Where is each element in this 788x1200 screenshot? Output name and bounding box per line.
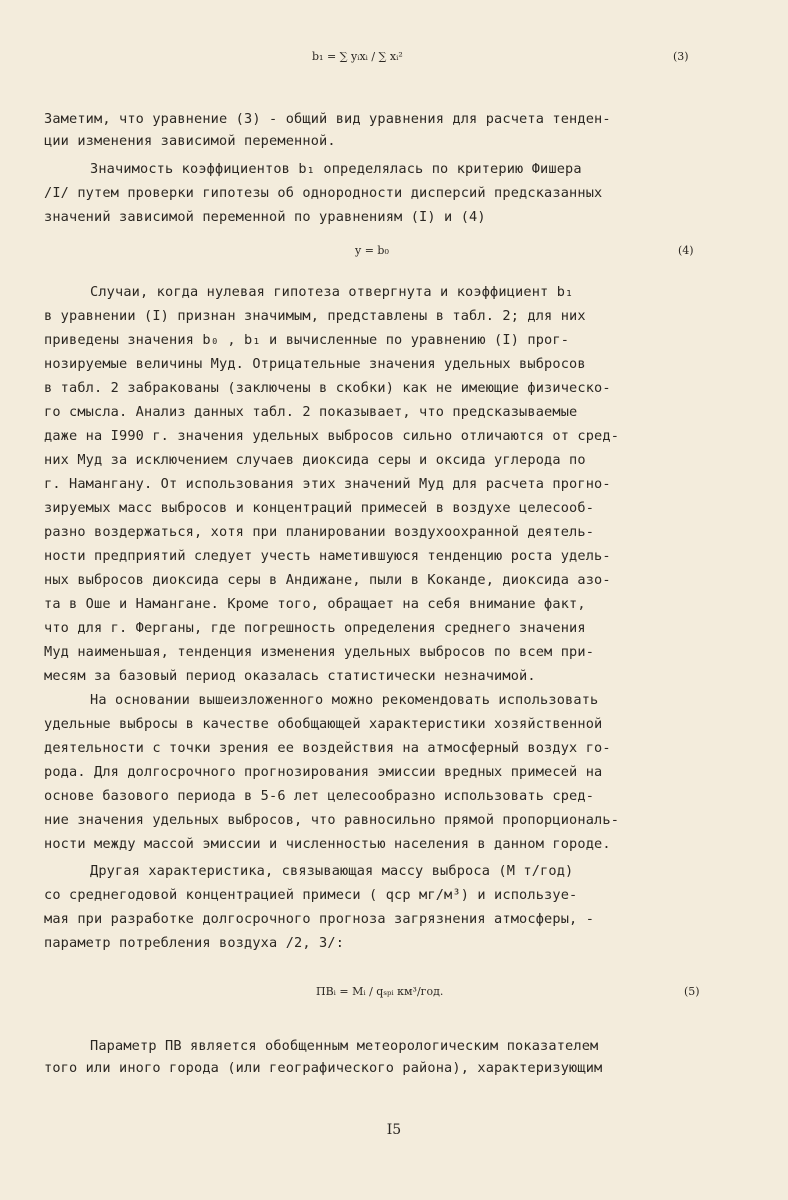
equation-4-formula: y = b₀ — [355, 244, 389, 257]
text-line: Mуд наименьшая, тенденция изменения удельных выбросов по всем при- — [44, 644, 595, 660]
text-line: та в Оше и Намангане. Кроме того, обращает на себя внимание факт, — [44, 596, 586, 612]
text-line: деятельности с точки зрения ее воздействия на атмосферный воздух го- — [44, 740, 611, 756]
text-line: что для г. Ферганы, где погрешность определения среднего значения — [44, 620, 586, 636]
text-line: ных выбросов диоксида серы в Андижане, пыли в Коканде, диоксида азо- — [44, 572, 611, 588]
equation-3-number: (3) — [673, 50, 689, 63]
text-line: Случаи, когда нулевая гипотеза отвергнута и коэффициент b₁ — [90, 284, 574, 300]
text-line: Значимость коэффициентов b₁ определялась по критерию Фишера — [90, 161, 582, 177]
text-line: того или иного города (или географического района), характеризующим — [44, 1060, 603, 1076]
text-line: значений зависимой переменной по уравнениям (I) и (4) — [44, 209, 486, 225]
text-line: Заметим, что уравнение (3) - общий вид уравнения для расчета тенден- — [44, 111, 611, 127]
text-line: ности между массой эмиссии и численностью населения в данном городе. — [44, 836, 611, 852]
text-line: Другая характеристика, связывающая массу выброса (M т/год) — [90, 863, 574, 879]
text-line: мая при разработке долгосрочного прогноза загрязнения атмосферы, - — [44, 911, 595, 927]
text-line: них Mуд за исключением случаев диоксида серы и оксида углерода по — [44, 452, 586, 468]
text-line: зируемых масс выбросов и концентраций примесей в воздухе целесооб- — [44, 500, 595, 516]
text-line: месям за базовый период оказалась статистически незначимой. — [44, 668, 536, 684]
equation-3-formula: b₁ = ∑ yᵢxᵢ / ∑ xᵢ² — [312, 50, 403, 63]
text-line: приведены значения b₀ , b₁ и вычисленные по уравнению (I) прог- — [44, 332, 570, 348]
text-line: г. Намангану. От использования этих значений Mуд для расчета прогно- — [44, 476, 611, 492]
text-line: На основании вышеизложенного можно рекомендовать использовать — [90, 692, 599, 708]
equation-4-number: (4) — [678, 244, 694, 257]
text-line: даже на I990 г. значения удельных выбросов сильно отличаются от сред- — [44, 428, 620, 444]
text-line: разно воздержаться, хотя при планировании воздухоохранной деятель- — [44, 524, 595, 540]
equation-5-number: (5) — [684, 985, 700, 998]
text-line: основе базового периода в 5-6 лет целесообразно использовать сред- — [44, 788, 595, 804]
page-number: I5 — [386, 1122, 402, 1138]
text-line: со среднегодовой концентрацией примеси ( qср мг/м³) и используе- — [44, 887, 578, 903]
text-line: ции изменения зависимой переменной. — [44, 133, 336, 149]
text-line: в уравнении (I) признан значимым, представлены в табл. 2; для них — [44, 308, 586, 324]
text-line: /I/ путем проверки гипотезы об однородности дисперсий предсказанных — [44, 185, 603, 201]
text-line: удельные выбросы в качестве обобщающей характеристики хозяйственной — [44, 716, 603, 732]
text-line: параметр потребления воздуха /2, 3/: — [44, 935, 345, 951]
text-line: рода. Для долгосрочного прогнозирования эмиссии вредных примесей на — [44, 764, 603, 780]
text-line: в табл. 2 забракованы (заключены в скобки) как не имеющие физическо- — [44, 380, 611, 396]
text-line: го смысла. Анализ данных табл. 2 показывает, что предсказываемые — [44, 404, 578, 420]
text-line: Параметр ПВ является обобщенным метеорологическим показателем — [90, 1038, 599, 1054]
text-line: ности предприятий следует учесть наметившуюся тенденцию роста удель- — [44, 548, 611, 564]
text-line: нозируемые величины Mуд. Отрицательные значения удельных выбросов — [44, 356, 586, 372]
text-line: ние значения удельных выбросов, что равносильно прямой пропорциональ- — [44, 812, 620, 828]
equation-5-formula: ПВᵢ = Mᵢ / qₛₚᵢ км³/год. — [316, 985, 444, 998]
